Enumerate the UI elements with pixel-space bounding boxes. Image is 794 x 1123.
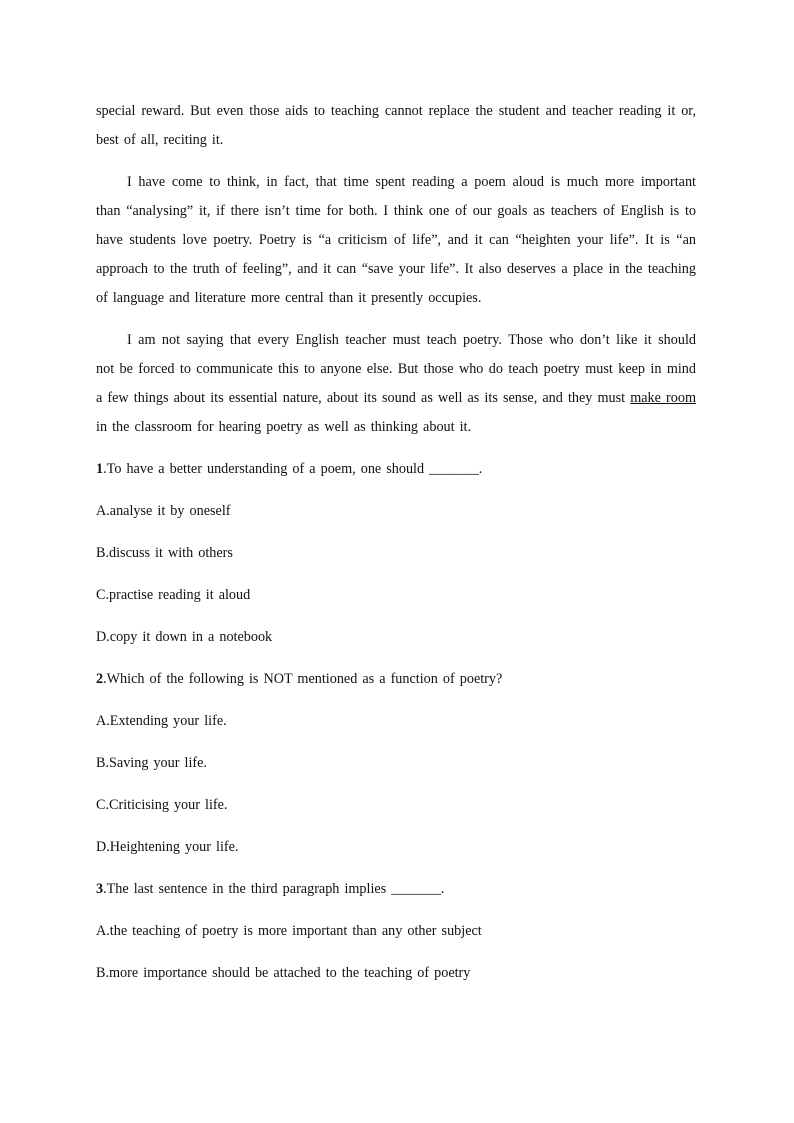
question-text: .To have a better understanding of a poem, one should _______. bbox=[103, 461, 483, 477]
document-page bbox=[96, 97, 696, 1001]
question-1-option-c: C.practise reading it aloud bbox=[96, 587, 251, 603]
question-text: .The last sentence in the third paragraph implies _______. bbox=[103, 881, 445, 897]
question-text: .Which of the following is NOT mentioned as a function of poetry? bbox=[103, 671, 503, 687]
question-2-option-b: B.Saving your life. bbox=[96, 755, 207, 771]
passage-paragraph-1: special reward. But even those aids to teaching cannot replace the student and teacher reading it or, best of all, reciting it. bbox=[96, 103, 696, 148]
question-number: 3 bbox=[96, 881, 104, 897]
passage-paragraph-3 bbox=[96, 326, 696, 442]
question-number: 2 bbox=[96, 671, 104, 687]
paragraph-3-text-end: in the classroom for hearing poetry as well as thinking about it. bbox=[96, 419, 472, 435]
question-1-option-a: A.analyse it by oneself bbox=[96, 503, 231, 519]
question-1-option-b: B.discuss it with others bbox=[96, 545, 233, 561]
question-3 bbox=[96, 875, 696, 904]
question-3-option-a: A.the teaching of poetry is more important than any other subject bbox=[96, 923, 482, 939]
question-2-option-a: A.Extending your life. bbox=[96, 713, 227, 729]
passage-paragraph-2: I have come to think, in fact, that time spent reading a poem aloud is much more important than “analysing” it, if there isn’t time for both. I think one of our goals as teachers of English is to have students love poetry. Poetry is “a criticism of life”, and it can “heighten your life”. It is “an approach to the truth of feeling”, and it can “save your life”. It also deserves a place in the teaching of language and literature more central than it presently occupies. bbox=[96, 174, 696, 306]
question-2-option-d: D.Heightening your life. bbox=[96, 839, 239, 855]
underlined-phrase: make room bbox=[630, 390, 697, 406]
question-3-option-b: B.more importance should be attached to the teaching of poetry bbox=[96, 965, 471, 981]
paragraph-3-text-start: I am not saying that every English teacher must teach poetry. Those who don’t like it should not be forced to communicate this to anyone else. But those who do teach poetry must keep in mind a few things about its essential nature, about its sound as well as its sense, and they must bbox=[96, 332, 696, 406]
question-number: 1 bbox=[96, 461, 104, 477]
question-1-option-d: D.copy it down in a notebook bbox=[96, 629, 273, 645]
question-2-option-c: C.Criticising your life. bbox=[96, 797, 228, 813]
question-2 bbox=[96, 665, 696, 694]
question-1 bbox=[96, 455, 696, 484]
